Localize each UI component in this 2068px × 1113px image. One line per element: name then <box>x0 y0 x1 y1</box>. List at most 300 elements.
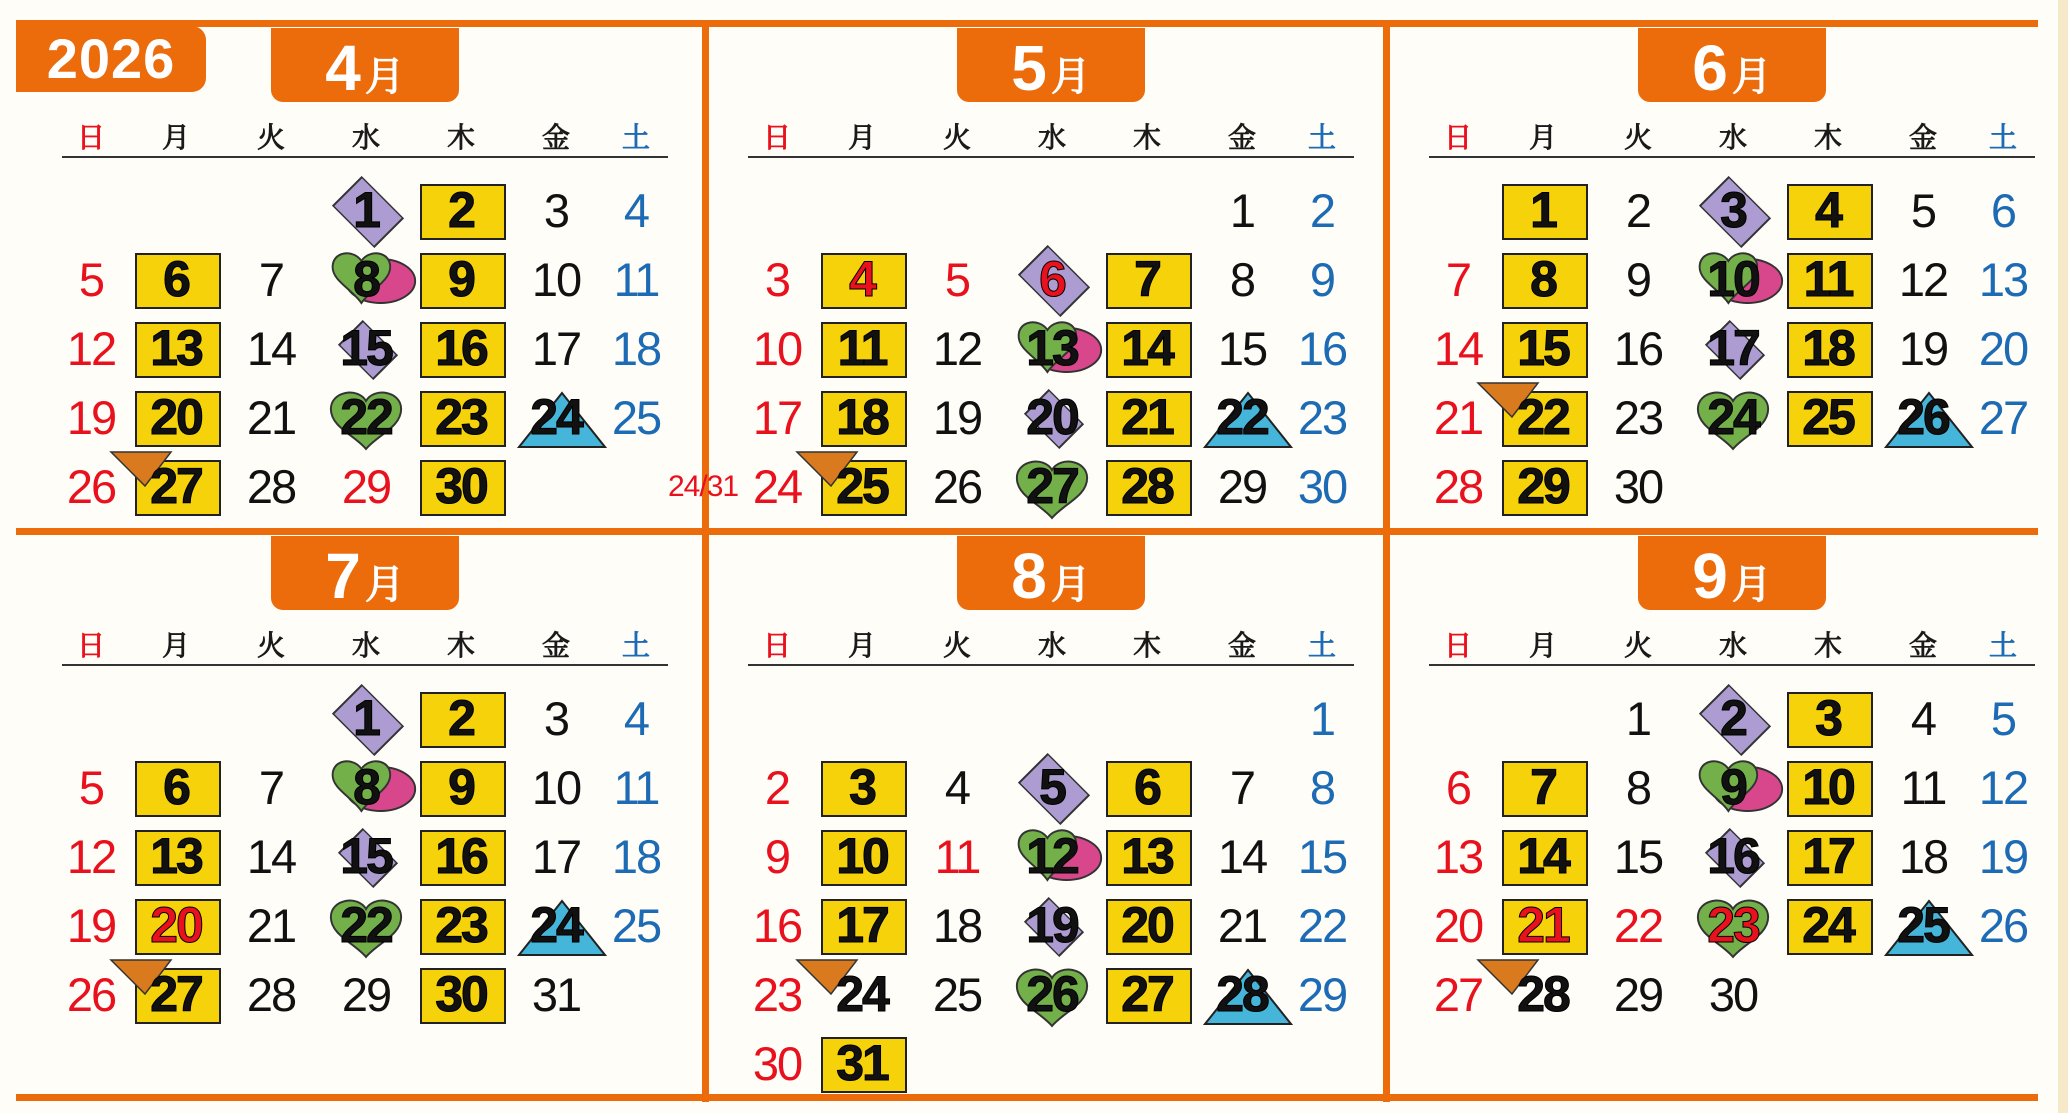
day-cell[interactable] <box>1197 247 1287 311</box>
day-number: 9 <box>764 829 790 883</box>
day-cell[interactable] <box>1593 316 1683 380</box>
day-cell[interactable] <box>732 247 822 311</box>
day-number: 8 <box>353 251 379 307</box>
day-cell[interactable] <box>1593 824 1683 888</box>
month-number: 5 <box>1011 32 1047 104</box>
day-cell[interactable] <box>511 316 601 380</box>
day-cell[interactable] <box>46 247 136 311</box>
day-cell[interactable] <box>1277 178 1367 242</box>
day-number: 6 <box>1039 251 1065 307</box>
weekday-label: 日 <box>762 122 791 153</box>
day-cell[interactable] <box>1498 755 1588 819</box>
day-cell[interactable] <box>1007 962 1097 1026</box>
month-panel-9 <box>1383 536 2063 1086</box>
day-cell[interactable] <box>131 454 221 518</box>
day-cell[interactable] <box>1688 316 1778 380</box>
day-number: 20 <box>1121 897 1173 953</box>
day-number: 15 <box>1217 321 1267 375</box>
day-number: 17 <box>1802 828 1854 884</box>
day-cell[interactable] <box>1878 824 1968 888</box>
day-cell[interactable] <box>1277 686 1367 750</box>
day-cell[interactable] <box>1498 247 1588 311</box>
day-cell[interactable] <box>321 893 411 957</box>
day-cell[interactable] <box>591 686 681 750</box>
day-cell[interactable] <box>732 385 822 449</box>
day-number: 22 <box>340 897 392 953</box>
day-number: 7 <box>1530 759 1556 815</box>
day-cell[interactable] <box>817 755 907 819</box>
weekday-rule <box>1429 156 2035 158</box>
day-number: 10 <box>531 760 581 814</box>
day-cell[interactable] <box>1498 962 1588 1026</box>
day-cell[interactable] <box>511 178 601 242</box>
day-number: 21 <box>246 898 296 952</box>
day-cell[interactable] <box>1277 385 1367 449</box>
day-cell[interactable] <box>1277 893 1367 957</box>
day-number: 13 <box>1433 829 1483 883</box>
day-cell[interactable] <box>1498 316 1588 380</box>
day-number: 10 <box>1707 251 1759 307</box>
bottom-rule <box>16 1094 2038 1101</box>
month-panel-5 <box>668 28 1382 578</box>
day-number: 9 <box>448 251 474 307</box>
weekday-label: 月 <box>161 122 190 153</box>
weekday-label: 月 <box>161 630 190 661</box>
day-cell[interactable] <box>1593 893 1683 957</box>
day-number: 29 <box>1613 967 1663 1021</box>
day-cell[interactable] <box>1102 385 1192 449</box>
day-cell[interactable] <box>1878 893 1968 957</box>
day-cell[interactable] <box>817 824 907 888</box>
day-cell[interactable] <box>1783 316 1873 380</box>
day-number: 5 <box>78 252 104 306</box>
day-cell[interactable] <box>1878 178 1968 242</box>
day-cell[interactable] <box>732 1031 822 1095</box>
day-cell[interactable] <box>817 316 907 380</box>
day-number: 7 <box>1229 760 1255 814</box>
day-number: 18 <box>611 321 661 375</box>
day-cell[interactable] <box>226 385 316 449</box>
day-cell[interactable] <box>912 824 1002 888</box>
day-cell[interactable] <box>1007 454 1097 518</box>
day-cell[interactable] <box>1958 247 2048 311</box>
day-cell[interactable] <box>817 454 907 518</box>
day-number: 18 <box>932 898 982 952</box>
day-cell[interactable] <box>1878 686 1968 750</box>
day-cell[interactable] <box>1197 316 1287 380</box>
weekday-label: 木 <box>1132 122 1161 153</box>
day-number: 28 <box>1517 966 1569 1022</box>
day-cell[interactable] <box>1102 824 1192 888</box>
day-number: 6 <box>1990 183 2016 237</box>
day-cell[interactable] <box>1102 454 1192 518</box>
day-cell[interactable] <box>1958 316 2048 380</box>
day-cell[interactable] <box>1783 686 1873 750</box>
weekday-label: 木 <box>1813 630 1842 661</box>
day-cell[interactable] <box>912 316 1002 380</box>
day-number: 19 <box>932 390 982 444</box>
day-cell[interactable] <box>591 247 681 311</box>
day-cell[interactable] <box>1593 385 1683 449</box>
day-cell[interactable] <box>1498 454 1588 518</box>
day-number: 5 <box>1910 183 1936 237</box>
day-cell[interactable] <box>1277 824 1367 888</box>
day-cell[interactable] <box>1277 454 1367 518</box>
day-number: 4 <box>849 251 875 307</box>
day-cell[interactable] <box>1593 755 1683 819</box>
day-number: 21 <box>246 390 296 444</box>
day-cell[interactable] <box>1197 385 1287 449</box>
weekday-label: 土 <box>1988 122 2017 153</box>
day-number: 1 <box>1530 182 1556 238</box>
day-cell[interactable] <box>321 316 411 380</box>
day-cell[interactable] <box>131 385 221 449</box>
day-number: 18 <box>1802 320 1854 376</box>
weekday-label: 水 <box>1037 630 1066 661</box>
day-number: 25 <box>611 390 661 444</box>
day-cell[interactable] <box>1277 316 1367 380</box>
day-cell[interactable] <box>732 824 822 888</box>
day-number: 12 <box>1026 828 1078 884</box>
day-cell[interactable] <box>511 962 601 1026</box>
day-cell[interactable] <box>416 385 506 449</box>
day-number: 26 <box>1897 389 1949 445</box>
day-number: 28 <box>246 459 296 513</box>
day-number: 30 <box>435 458 487 514</box>
day-number: 17 <box>531 321 581 375</box>
weekday-label: 土 <box>1307 122 1336 153</box>
day-cell[interactable] <box>1958 178 2048 242</box>
day-cell[interactable] <box>1197 893 1287 957</box>
day-number: 20 <box>150 389 202 445</box>
day-cell[interactable] <box>1413 247 1503 311</box>
day-cell[interactable] <box>1958 686 2048 750</box>
day-cell[interactable] <box>1277 247 1367 311</box>
day-number: 11 <box>934 829 980 883</box>
day-cell[interactable] <box>321 247 411 311</box>
weekday-label: 日 <box>1443 122 1472 153</box>
day-cell[interactable] <box>226 824 316 888</box>
weekday-rule <box>1429 664 2035 666</box>
day-cell[interactable] <box>321 962 411 1026</box>
day-cell[interactable] <box>1413 824 1503 888</box>
day-cell[interactable] <box>1593 686 1683 750</box>
day-cell[interactable] <box>1958 824 2048 888</box>
day-number: 30 <box>1708 967 1758 1021</box>
day-number: 14 <box>1433 321 1483 375</box>
day-number: 4 <box>623 691 649 745</box>
day-cell[interactable] <box>321 385 411 449</box>
day-cell[interactable] <box>416 755 506 819</box>
day-cell[interactable] <box>46 385 136 449</box>
day-cell[interactable] <box>416 316 506 380</box>
day-cell[interactable] <box>1593 247 1683 311</box>
day-cell[interactable] <box>732 893 822 957</box>
day-cell[interactable] <box>131 755 221 819</box>
day-cell[interactable] <box>1498 385 1588 449</box>
day-cell[interactable] <box>591 385 681 449</box>
day-cell[interactable] <box>46 893 136 957</box>
weekday-label: 日 <box>1443 630 1472 661</box>
day-cell[interactable] <box>912 454 1002 518</box>
day-number: 8 <box>353 759 379 815</box>
day-number: 2 <box>448 690 474 746</box>
day-cell[interactable] <box>591 316 681 380</box>
day-cell[interactable] <box>1197 824 1287 888</box>
day-cell[interactable] <box>1783 755 1873 819</box>
day-cell[interactable] <box>226 755 316 819</box>
day-cell[interactable] <box>817 962 907 1026</box>
day-cell[interactable] <box>1498 824 1588 888</box>
day-cell[interactable] <box>416 247 506 311</box>
day-cell[interactable] <box>1688 385 1778 449</box>
day-cell[interactable] <box>511 385 601 449</box>
day-cell[interactable] <box>1102 316 1192 380</box>
day-cell[interactable] <box>1007 316 1097 380</box>
weekday-label: 木 <box>446 630 475 661</box>
day-number: 21 <box>1517 897 1569 953</box>
day-cell[interactable] <box>1413 893 1503 957</box>
day-cell[interactable] <box>1688 962 1778 1026</box>
weekday-label: 木 <box>1132 630 1161 661</box>
day-cell[interactable] <box>511 755 601 819</box>
day-cell[interactable] <box>321 686 411 750</box>
day-cell[interactable] <box>1688 178 1778 242</box>
month-suffix: 月 <box>1050 55 1091 99</box>
day-number: 9 <box>1625 252 1651 306</box>
day-cell[interactable] <box>416 686 506 750</box>
day-number: 21 <box>1433 390 1483 444</box>
day-number: 4 <box>1815 182 1841 238</box>
day-cell[interactable] <box>511 247 601 311</box>
day-cell[interactable] <box>1102 893 1192 957</box>
day-cell[interactable] <box>817 1031 907 1095</box>
day-cell[interactable] <box>46 755 136 819</box>
month-title <box>957 536 1145 610</box>
weekday-label: 水 <box>1718 630 1747 661</box>
month-title <box>1638 28 1826 102</box>
day-cell[interactable] <box>131 824 221 888</box>
day-cell[interactable] <box>1197 962 1287 1026</box>
day-cell[interactable] <box>912 755 1002 819</box>
day-number: 14 <box>1121 320 1173 376</box>
day-cell[interactable] <box>511 686 601 750</box>
day-number: 5 <box>78 760 104 814</box>
day-number: 18 <box>836 389 888 445</box>
day-cell[interactable] <box>591 893 681 957</box>
day-cell[interactable] <box>1783 824 1873 888</box>
day-cell[interactable] <box>591 824 681 888</box>
month-suffix: 月 <box>364 563 405 607</box>
day-cell[interactable] <box>1783 893 1873 957</box>
month-title <box>271 28 459 102</box>
day-cell[interactable] <box>226 316 316 380</box>
weekday-label: 木 <box>1813 122 1842 153</box>
day-cell[interactable] <box>1413 454 1503 518</box>
day-cell[interactable] <box>321 454 411 518</box>
day-cell[interactable] <box>817 893 907 957</box>
month-panel-7 <box>16 536 696 1086</box>
day-number: 2 <box>1720 690 1746 746</box>
day-number: 20 <box>1026 389 1078 445</box>
day-number: 19 <box>1026 897 1078 953</box>
day-cell[interactable] <box>817 247 907 311</box>
day-cell[interactable] <box>1688 893 1778 957</box>
weekday-label: 火 <box>1623 630 1652 661</box>
day-cell[interactable] <box>1593 178 1683 242</box>
day-cell[interactable] <box>1688 755 1778 819</box>
day-cell[interactable] <box>1783 247 1873 311</box>
day-cell[interactable] <box>511 824 601 888</box>
weekday-label: 水 <box>1037 122 1066 153</box>
day-cell[interactable] <box>1958 385 2048 449</box>
day-cell[interactable] <box>912 893 1002 957</box>
day-number: 27 <box>1433 967 1483 1021</box>
day-cell[interactable] <box>1197 755 1287 819</box>
day-cell[interactable] <box>1958 893 2048 957</box>
day-cell[interactable] <box>1593 454 1683 518</box>
day-cell[interactable] <box>511 893 601 957</box>
day-cell[interactable] <box>1102 247 1192 311</box>
day-number: 26 <box>1026 966 1078 1022</box>
day-cell[interactable] <box>1878 247 1968 311</box>
day-cell[interactable] <box>817 385 907 449</box>
day-cell[interactable] <box>226 454 316 518</box>
day-cell[interactable] <box>912 247 1002 311</box>
weekday-label: 金 <box>1227 122 1256 153</box>
day-cell[interactable] <box>416 178 506 242</box>
day-cell[interactable] <box>131 316 221 380</box>
day-number: 13 <box>150 828 202 884</box>
day-number: 28 <box>1216 966 1268 1022</box>
day-cell[interactable] <box>416 962 506 1026</box>
day-number: 5 <box>944 252 970 306</box>
day-cell[interactable] <box>131 247 221 311</box>
day-cell[interactable] <box>1102 755 1192 819</box>
day-cell[interactable] <box>416 454 506 518</box>
month-suffix: 月 <box>1050 563 1091 607</box>
weekday-label: 火 <box>942 630 971 661</box>
day-number: 2 <box>764 760 790 814</box>
day-cell[interactable] <box>46 316 136 380</box>
day-number: 13 <box>1026 320 1078 376</box>
day-cell[interactable] <box>1413 755 1503 819</box>
day-cell[interactable] <box>1007 755 1097 819</box>
day-cell[interactable] <box>416 824 506 888</box>
month-title <box>957 28 1145 102</box>
day-cell[interactable] <box>1197 454 1287 518</box>
day-cell[interactable] <box>1878 385 1968 449</box>
weekday-rule <box>748 156 1354 158</box>
weekday-label: 金 <box>541 630 570 661</box>
day-cell[interactable] <box>321 824 411 888</box>
month-panel-4 <box>16 28 696 578</box>
day-cell[interactable] <box>1007 247 1097 311</box>
day-number: 13 <box>1978 252 2028 306</box>
day-cell[interactable] <box>1413 316 1503 380</box>
day-cell[interactable] <box>321 178 411 242</box>
day-cell[interactable] <box>732 316 822 380</box>
day-cell[interactable] <box>1783 385 1873 449</box>
day-number: 29 <box>1297 967 1347 1021</box>
weekday-label: 土 <box>1988 630 2017 661</box>
day-cell[interactable] <box>131 962 221 1026</box>
day-number: 20 <box>1433 898 1483 952</box>
day-number: 14 <box>246 829 296 883</box>
weekday-label: 金 <box>1908 122 1937 153</box>
day-cell[interactable] <box>912 385 1002 449</box>
top-rule <box>16 20 2038 27</box>
day-number: 23 <box>435 389 487 445</box>
day-cell[interactable] <box>321 755 411 819</box>
day-number: 29 <box>341 967 391 1021</box>
day-number: 15 <box>1517 320 1569 376</box>
day-cell[interactable] <box>1007 824 1097 888</box>
day-cell[interactable] <box>1197 178 1287 242</box>
day-cell[interactable] <box>416 893 506 957</box>
day-cell[interactable] <box>1878 316 1968 380</box>
day-cell[interactable] <box>226 962 316 1026</box>
day-number: 12 <box>66 321 116 375</box>
day-number: 7 <box>258 252 284 306</box>
day-number: 3 <box>543 183 569 237</box>
day-cell[interactable] <box>591 178 681 242</box>
day-cell[interactable] <box>591 755 681 819</box>
day-number: 17 <box>752 390 802 444</box>
day-number: 28 <box>1121 458 1173 514</box>
day-cell[interactable] <box>1783 178 1873 242</box>
day-cell[interactable] <box>1277 962 1367 1026</box>
day-number: 3 <box>1720 182 1746 238</box>
day-number: 18 <box>1898 829 1948 883</box>
day-cell[interactable] <box>1498 178 1588 242</box>
day-cell[interactable] <box>131 893 221 957</box>
day-cell[interactable] <box>1958 755 2048 819</box>
day-number: 1 <box>1309 691 1335 745</box>
day-cell[interactable] <box>1688 247 1778 311</box>
day-cell[interactable] <box>1277 755 1367 819</box>
month-number: 8 <box>1011 540 1047 612</box>
month-title <box>1638 536 1826 610</box>
day-cell[interactable] <box>1007 385 1097 449</box>
day-number: 15 <box>340 828 392 884</box>
day-cell[interactable] <box>1007 893 1097 957</box>
weekday-label: 月 <box>1528 630 1557 661</box>
day-number: 26 <box>1978 898 2028 952</box>
day-cell[interactable] <box>1102 962 1192 1026</box>
day-number: 22 <box>1297 898 1347 952</box>
day-cell[interactable] <box>1498 893 1588 957</box>
day-cell[interactable] <box>732 755 822 819</box>
day-number: 8 <box>1229 252 1255 306</box>
day-cell[interactable] <box>1688 686 1778 750</box>
day-cell[interactable] <box>1593 962 1683 1026</box>
day-cell[interactable] <box>1878 755 1968 819</box>
day-number: 27 <box>150 458 202 514</box>
day-number: 16 <box>1297 321 1347 375</box>
month-number: 7 <box>325 540 361 612</box>
day-number: 23 <box>435 897 487 953</box>
weekday-label: 火 <box>1623 122 1652 153</box>
day-cell[interactable] <box>226 893 316 957</box>
day-cell[interactable] <box>1688 824 1778 888</box>
day-cell[interactable] <box>912 962 1002 1026</box>
weekday-rule <box>62 156 668 158</box>
day-cell[interactable] <box>46 824 136 888</box>
weekday-label: 日 <box>76 122 105 153</box>
day-number: 31 <box>531 967 581 1021</box>
day-cell[interactable] <box>226 247 316 311</box>
